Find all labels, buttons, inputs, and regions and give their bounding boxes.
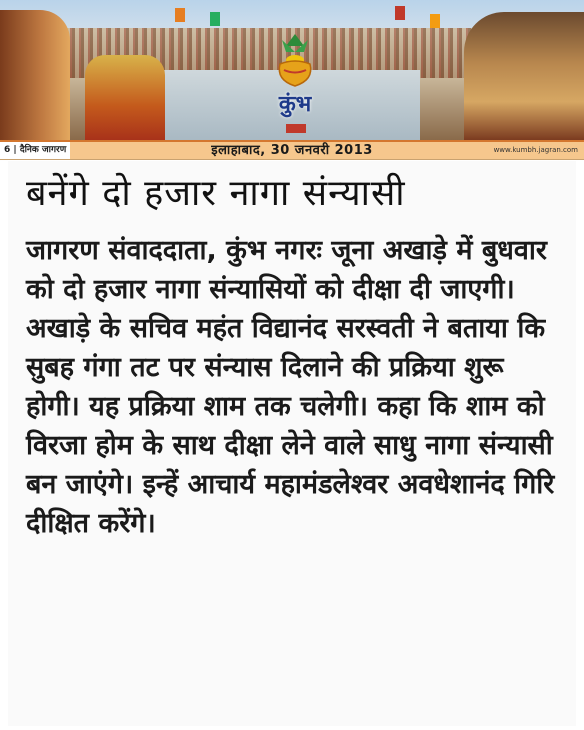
flag-icon xyxy=(395,6,405,20)
saints-photo xyxy=(85,55,165,140)
edition-date: इलाहाबाद, 30 जनवरी 2013 xyxy=(211,143,373,158)
article-headline: बनेंगे दो हजार नागा संन्यासी xyxy=(26,173,406,214)
kalash-icon xyxy=(258,30,332,90)
kumbh-banner xyxy=(0,0,584,140)
sadhu-photo-right xyxy=(464,12,584,140)
flag-icon xyxy=(175,8,185,22)
logo-text: कुंभ xyxy=(278,91,312,117)
page-label: 6 | दैनिक जागरण xyxy=(0,142,70,159)
flag-icon xyxy=(430,14,440,28)
news-article xyxy=(8,161,576,726)
kumbh-logo xyxy=(258,30,332,134)
date-strip xyxy=(0,140,584,160)
logo-badge xyxy=(286,124,306,133)
article-body: जागरण संवाददाता, कुंभ नगरः जूना अखाड़े में बुधवार को दो हजार नागा संन्यासियों को दीक्षा दी जाएगी। अखाड़े के सचिव महंत विद्यानंद सरस्वती ने बताया कि सुबह गंगा तट पर संन्यास दिलाने की प्रक्रिया शुरू होगी। यह प्रक्रिया शाम तक चलेगी। कहा कि शाम को विरजा होम के साथ दीक्षा लेने वाले साधु नागा संन्यासी बन जाएंगे। इन्हें आचार्य महामंडलेश्वर अवधेशानंद गिरि दीक्षित करेंगे। xyxy=(26,235,555,539)
website-url: www.kumbh.jagran.com xyxy=(493,146,578,154)
sadhu-photo-left xyxy=(0,10,70,140)
flag-icon xyxy=(210,12,220,26)
